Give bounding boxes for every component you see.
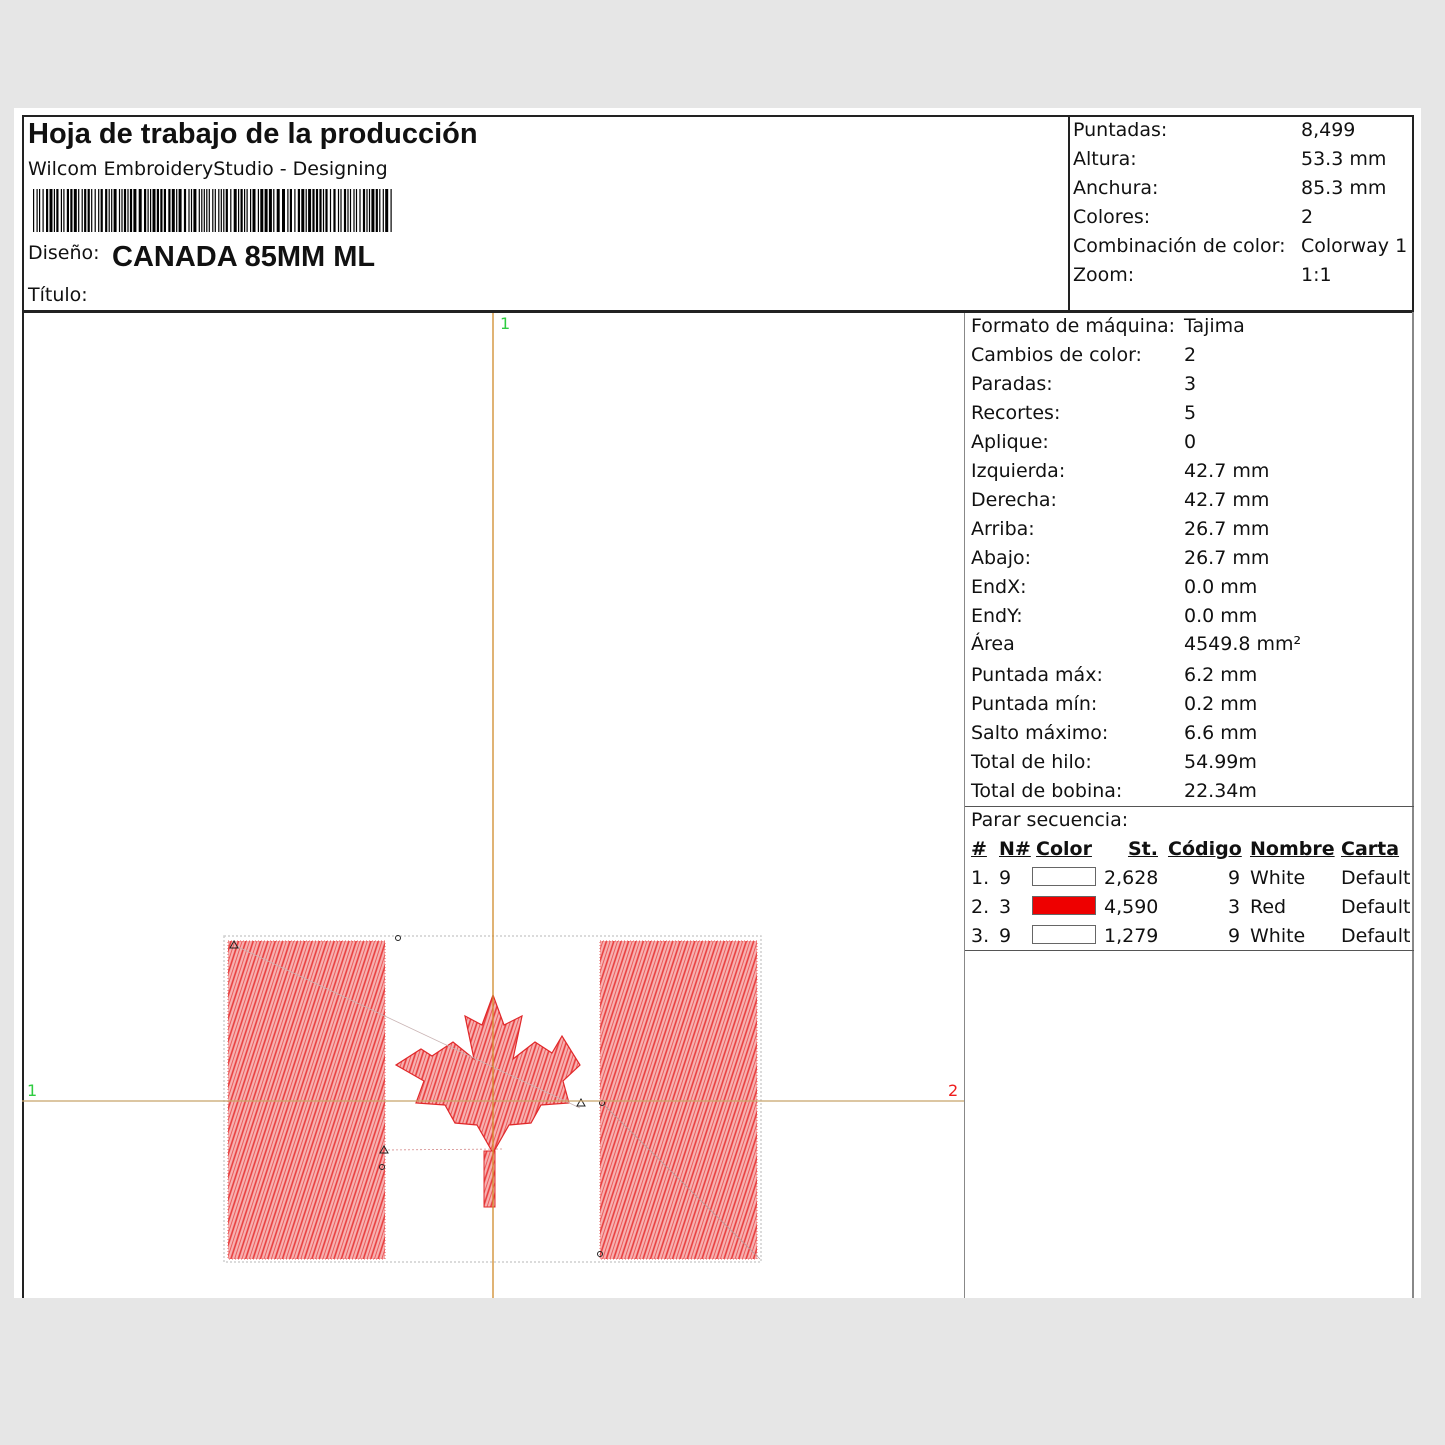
axis-label-right: 2 [948,1081,959,1100]
trims-value: 5 [1184,402,1197,424]
endy-value: 0.0 mm [1184,605,1258,627]
seq-row-3-stitches: 1,279 [1104,925,1159,947]
stops-label: Paradas: [971,373,1053,395]
zoom-value: 1:1 [1301,264,1332,286]
travel-run-line-3 [384,1149,502,1150]
sequence-divider [965,806,1414,807]
machine-format-value: Tajima [1184,315,1245,337]
col-chart-header: Carta [1341,838,1400,860]
page-title: Hoja de trabajo de la producción [28,118,478,150]
area-value: 4549.8 mm² [1184,633,1302,655]
height-label: Altura: [1073,148,1137,170]
col-code-header: Código [1168,838,1242,860]
colorway-label: Combinación de color: [1073,235,1286,257]
seq-row-2-index: 2. [971,896,990,918]
stitches-value: 8,499 [1301,119,1356,141]
top-label: Arriba: [971,518,1035,540]
seq-row-1-color-swatch [1032,867,1096,886]
colors-label: Colores: [1073,206,1151,228]
bottom-value: 26.7 mm [1184,547,1270,569]
col-color-header: Color [1036,838,1092,860]
stop-sequence-title: Parar secuencia: [971,809,1129,831]
seq-row-1-name: White [1250,867,1306,889]
left-red-bar [228,941,385,1259]
top-value: 26.7 mm [1184,518,1270,540]
seq-row-2-chart: Default [1341,896,1411,918]
min-stitch-label: Puntada mín: [971,693,1098,715]
width-label: Anchura: [1073,177,1159,199]
bottom-label: Abajo: [971,547,1032,569]
max-jump-label: Salto máximo: [971,722,1109,744]
seq-row-3-chart: Default [1341,925,1411,947]
software-name: Wilcom EmbroideryStudio - Designing [28,158,388,180]
seq-row-1-stitches: 2,628 [1104,867,1159,889]
zoom-label: Zoom: [1073,264,1135,286]
color-changes-label: Cambios de color: [971,344,1142,366]
stops-value: 3 [1184,373,1197,395]
max-stitch-value: 6.2 mm [1184,664,1258,686]
color-changes-value: 2 [1184,344,1197,366]
right-label: Derecha: [971,489,1057,511]
seq-row-2-code: 3 [1228,896,1241,918]
height-value: 53.3 mm [1301,148,1387,170]
title-label: Título: [28,284,88,306]
total-bobbin-label: Total de bobina: [971,780,1123,802]
total-thread-value: 54.99m [1184,751,1257,773]
right-red-bar [600,941,757,1259]
seq-row-3-needle: 9 [999,925,1012,947]
endx-value: 0.0 mm [1184,576,1258,598]
canvas-right-border [1412,312,1414,1298]
left-label: Izquierda: [971,460,1066,482]
seq-row-3-code: 9 [1228,925,1241,947]
seq-row-2-stitches: 4,590 [1104,896,1159,918]
min-stitch-value: 0.2 mm [1184,693,1258,715]
design-name: CANADA 85MM ML [112,241,376,273]
seq-row-2-color-swatch [1032,896,1096,915]
stitches-label: Puntadas: [1073,119,1168,141]
seq-row-3-index: 3. [971,925,990,947]
axis-label-top: 1 [500,314,511,333]
design-label: Diseño: [28,242,100,264]
applique-label: Aplique: [971,431,1049,453]
colorway-value: Colorway 1 [1301,235,1408,257]
barcode [33,189,394,232]
right-value: 42.7 mm [1184,489,1270,511]
trims-label: Recortes: [971,402,1061,424]
max-stitch-label: Puntada máx: [971,664,1103,686]
sequence-table-bottom [965,950,1414,951]
seq-row-1-chart: Default [1341,867,1411,889]
seq-row-3-color-swatch [1032,925,1096,944]
axis-label-left: 1 [27,1081,38,1100]
endy-label: EndY: [971,605,1023,627]
col-needle-header: N# [999,838,1031,860]
seq-row-1-index: 1. [971,867,990,889]
max-jump-value: 6.6 mm [1184,722,1258,744]
col-stitches-header: St. [1128,838,1158,860]
maple-leaf [396,995,580,1153]
applique-value: 0 [1184,431,1197,453]
seq-row-2-name: Red [1250,896,1287,918]
total-bobbin-value: 22.34m [1184,780,1257,802]
left-value: 42.7 mm [1184,460,1270,482]
stop-marker [577,1099,585,1106]
col-name-header: Nombre [1250,838,1335,860]
col-index-header: # [971,838,987,860]
machine-format-label: Formato de máquina: [971,315,1176,337]
seq-row-1-code: 9 [1228,867,1241,889]
area-label: Área [971,633,1015,655]
endx-label: EndX: [971,576,1027,598]
design-preview [22,313,964,1298]
colors-value: 2 [1301,206,1314,228]
seq-row-3-name: White [1250,925,1306,947]
seq-row-2-needle: 3 [999,896,1012,918]
total-thread-label: Total de hilo: [971,751,1092,773]
seq-row-1-needle: 9 [999,867,1012,889]
width-value: 85.3 mm [1301,177,1387,199]
